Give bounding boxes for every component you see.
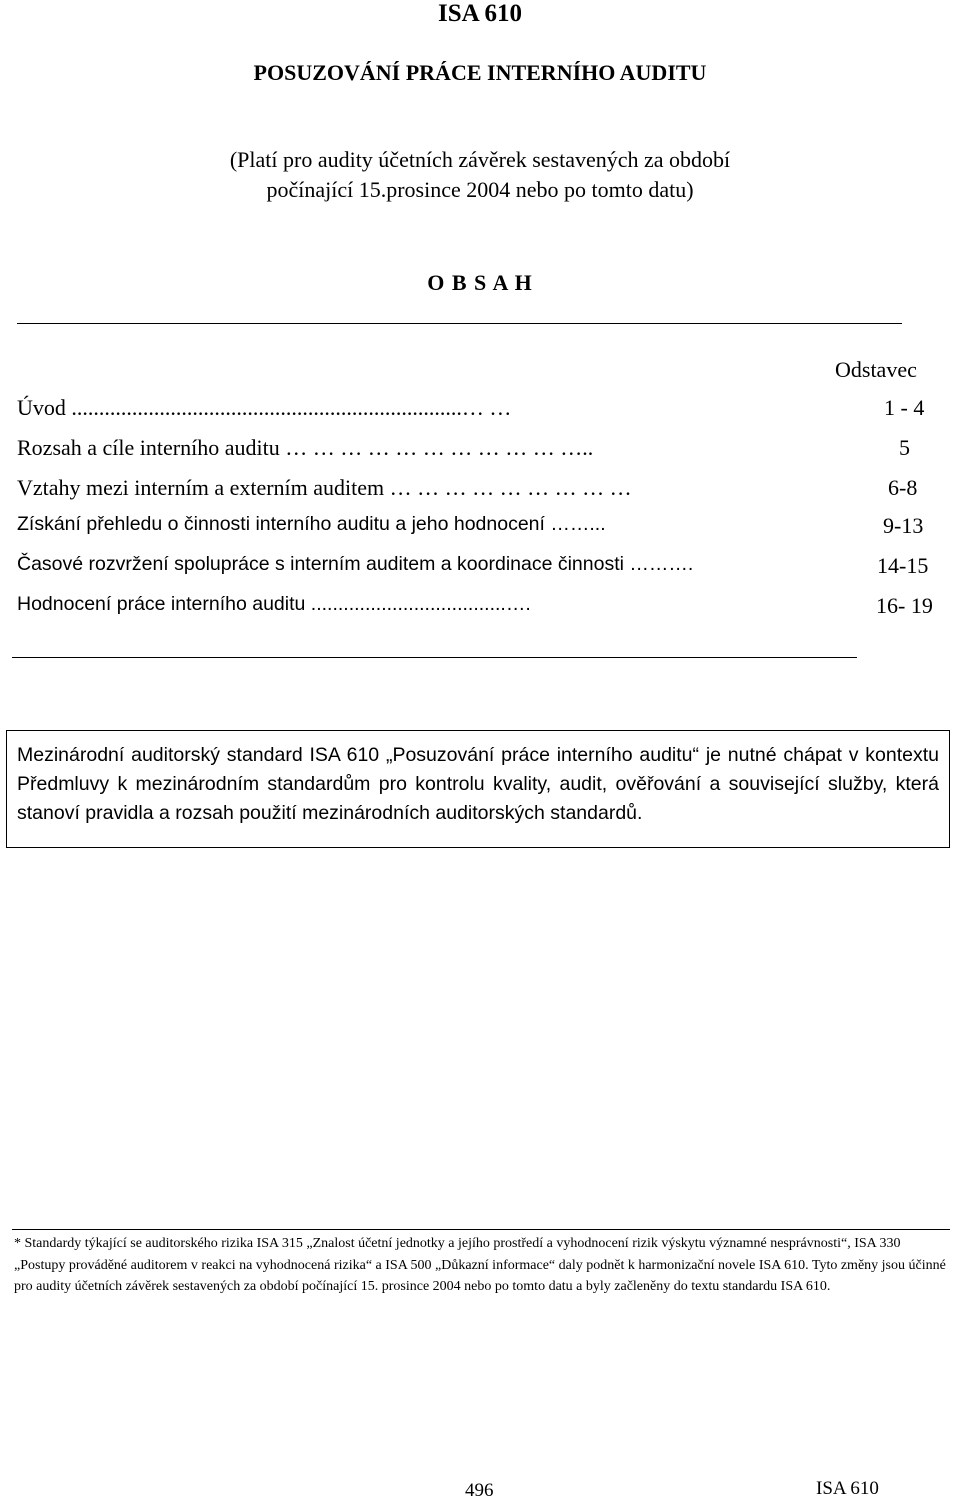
- toc-ref-casove: 14-15: [877, 553, 929, 578]
- footer-standard-label: ISA 610: [816, 1478, 879, 1499]
- effective-line-1: (Platí pro audity účetních závěrek sestavených za období: [229, 147, 731, 172]
- toc-item-uvod[interactable]: Úvod .......................................................................… …: [17, 395, 512, 420]
- contents-bottom-rule: [12, 657, 857, 658]
- footnote-text: * Standardy týkající se auditorského rizika ISA 315 „Znalost účetní jednotky a jejího prostředí a vyhodnocení rizik výskytu významné nesprávnosti“, ISA 330 „Postupy prováděné auditorem v reakci na vyhodnocená rizika“ a ISA 500 „Důkazní informace“ daly podnět k harmonizační novele ISA 610. Tyto změny jsou účinné pro audity účetních závěrek sestavených za období počínající 15. prosince 2004 nebo po tomto datu a byly začleněny do textu standardu ISA 610.: [14, 1236, 946, 1294]
- contents-top-rule: [17, 323, 902, 324]
- toc-item-casove[interactable]: Časové rozvržení spolupráce s interním auditem a koordinace činnosti ……….: [17, 553, 694, 575]
- standard-id: ISA 610: [437, 0, 523, 27]
- toc-ref-hodnoceni: 16- 19: [876, 593, 933, 618]
- document-title: POSUZOVÁNÍ PRÁCE INTERNÍHO AUDITU: [253, 60, 707, 85]
- contents-heading: O B S A H: [427, 270, 533, 295]
- toc-ref-rozsah: 5: [899, 435, 910, 460]
- page-number: 496: [465, 1480, 494, 1501]
- paragraph-column-label: Odstavec: [835, 357, 917, 382]
- toc-item-rozsah[interactable]: Rozsah a cíle interního auditu … … … … … … … … … … …..: [17, 435, 594, 460]
- toc-ref-uvod: 1 - 4: [884, 395, 925, 420]
- toc-ref-ziskani: 9-13: [883, 513, 924, 538]
- toc-item-hodnoceni[interactable]: Hodnocení práce interního auditu ....................................….: [17, 593, 531, 615]
- footnote-rule: [12, 1229, 950, 1230]
- toc-item-ziskani[interactable]: Získání přehledu o činnosti interního auditu a jeho hodnocení ……...: [17, 513, 606, 535]
- scope-note-box: [6, 730, 950, 848]
- effective-line-2: počínající 15.prosince 2004 nebo po tomto datu): [266, 177, 694, 202]
- toc-item-vztahy[interactable]: Vztahy mezi interním a externím auditem … … … … … … … … …: [17, 475, 632, 500]
- effective-date-note: [0, 145, 960, 205]
- toc-ref-vztahy: 6-8: [888, 475, 918, 500]
- scope-note-text: Mezinárodní auditorský standard ISA 610 „Posuzování práce interního auditu“ je nutné chápat v kontextu Předmluvy k mezinárodním standardům pro kontrolu kvality, audit, ověřování a související služby, která stanoví pravidla a rozsah použití mezinárodních auditorských standardů.: [17, 744, 939, 824]
